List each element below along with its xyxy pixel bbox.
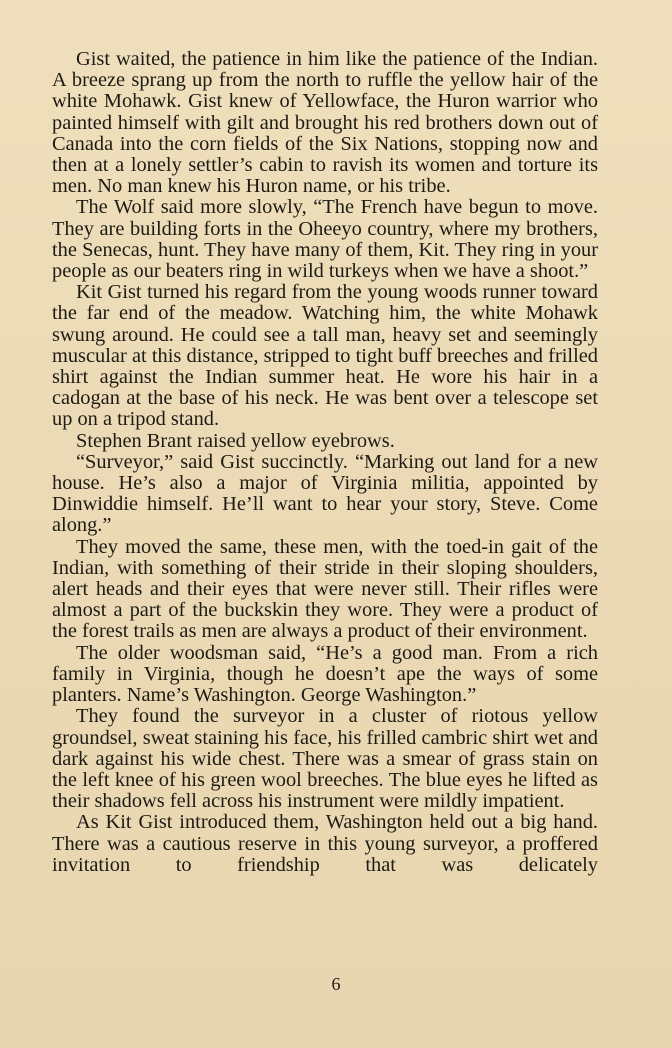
paragraph: Gist waited, the patience in him like the patience of the Indian. A breeze sprang up from the north to ruffle the yellow hair of the white Mohawk. Gist knew of Yellowface, the Huron warrior who painted himself with gilt and brought his red brothers down out of Canada into the corn fields of the Six Nations, stopping now and then at a lonely settler’s cabin to ravish its women and torture its men. No man knew his Huron name, or his tribe.	[52, 48, 598, 198]
page-number: 6	[331, 974, 341, 994]
paragraph: The older woodsman said, “He’s a good man. From a rich family in Virginia, though he doesn’t ape the ways of some planters. Name’s Washington. George Washington.”	[52, 641, 598, 707]
paragraph: Kit Gist turned his regard from the young woods runner toward the far end of the meadow. Watching him, the white Mohawk swung around. He could see a tall man, heavy set and seemingly muscular at this distance, stripped to tight buff breeches and frilled shirt against the Indian summer heat. He wore his hair in a cadogan at the base of his neck. He was bent over a telescope set up on a tripod stand.	[52, 281, 598, 431]
paragraph: The Wolf said more slowly, “The French have begun to move. They are building forts in the Oheeyo country, where my brothers, the Senecas, hunt. They have many of them, Kit. They ring in your people as our beaters ring in wild turkeys when we have a shoot.”	[52, 196, 598, 283]
paragraph: Stephen Brant raised yellow eyebrows.	[76, 429, 395, 452]
paragraph: “Surveyor,” said Gist succinctly. “Marking out land for a new house. He’s also a major of Virginia militia, appointed by Dinwiddie himself. He’ll want to hear your story, Steve. Come along.”	[52, 450, 598, 537]
paragraph: They moved the same, these men, with the toed-in gait of the Indian, with something of their stride in their sloping shoulders, alert heads and their eyes that were never still. Their rifles were almost a part of the buckskin they wore. They were a product of the forest trails as men are always a product of their environment.	[52, 535, 598, 643]
paragraph: They found the surveyor in a cluster of riotous yellow groundsel, sweat staining his face, his frilled cambric shirt wet and dark against his wide chest. There was a smear of grass stain on the left knee of his green wool breeches. The blue eyes he lifted as their shadows fell across his instrument were mildly impatient.	[52, 705, 598, 813]
body-text	[52, 49, 598, 876]
paragraph: As Kit Gist introduced them, Washington held out a big hand. There was a cautious reserve in this young surveyor, a proffered invitation to friendship that was delicately	[52, 811, 598, 876]
